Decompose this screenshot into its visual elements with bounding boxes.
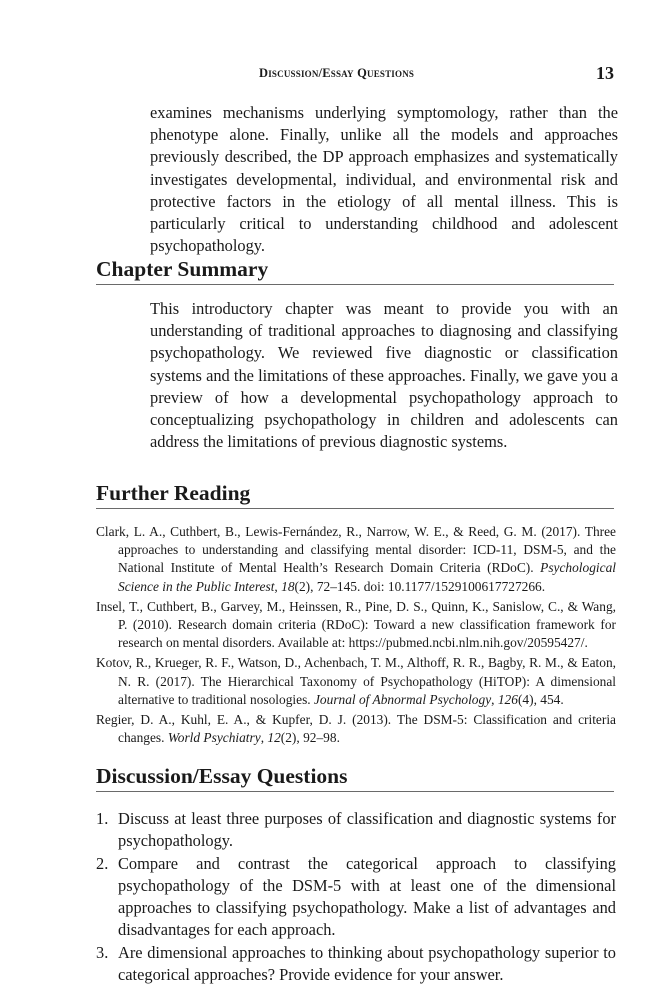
reference-text: Clark, L. A., Cuthbert, B., Lewis-Fernández, R., Narrow, W. E., & Reed, G. M. (2017). Three approaches to understanding and classifying mental disorder: ICD-11, DSM-5, and the National Institute of Mental Health’s Research Domain Criteria (RDoC).	[96, 524, 616, 576]
reference-text: Insel, T., Cuthbert, B., Garvey, M., Heinssen, R., Pine, D. S., Quinn, K., Sanislow, C., & Wang, P. (2010). Research domain criteria (RDoC): Toward a new classification framework for research on mental disorders. Available at: https://pubmed.ncbi.nlm.nih.gov/20595427/.	[96, 598, 616, 651]
question-text: Compare and contrast the categorical approach to classifying psychopathology of the DSM-5 with at least one of the dimensional approaches to classifying psychopathology. Make a list of advantages and disadvantages for each approach.	[118, 854, 616, 939]
running-title: Discussion/Essay Questions	[259, 66, 415, 80]
question-item	[96, 808, 616, 852]
reference-journal: Psychological Science in the Public Interest	[118, 560, 616, 594]
reference-volume: 126	[497, 691, 518, 707]
reference-journal: World Psychiatry	[167, 730, 261, 746]
reference-pages: (2), 92–98.	[280, 730, 340, 746]
reference-pages: (2), 72–145. doi: 10.1177/1529100617727266.	[294, 578, 546, 594]
discussion-heading: Discussion/Essay Questions	[96, 763, 614, 792]
reference-separator: ,	[260, 730, 268, 746]
reference-item	[96, 711, 616, 747]
question-number: 2.	[96, 854, 109, 873]
reference-separator: ,	[274, 578, 282, 594]
reference-list	[96, 523, 616, 749]
reference-item	[96, 654, 616, 709]
chapter-summary-text: This introductory chapter was meant to provide you with an understanding of traditional approaches to diagnosing and classifying psychopathology. We reviewed five diagnostic or classification systems and the limitations of these approaches. Finally, we gave you a preview of how a developmental psychopathology approach to conceptualizing psychopathology in children and adolescents can address the limitations of previous diagnostic systems.	[150, 299, 618, 452]
question-number: 1.	[96, 809, 109, 828]
reference-journal: Journal of Abnormal Psychology	[313, 691, 492, 707]
question-text: Discuss at least three purposes of classification and diagnostic systems for psychopathology.	[118, 809, 616, 850]
reference-pages: (4), 454.	[517, 691, 564, 707]
reference-volume: 18	[281, 578, 295, 594]
reference-item	[96, 523, 616, 596]
reference-item	[96, 598, 616, 653]
reference-volume: 12	[267, 730, 281, 746]
question-number: 3.	[96, 943, 109, 962]
question-list	[96, 808, 616, 987]
running-header	[0, 63, 666, 90]
chapter-summary-heading: Chapter Summary	[96, 256, 614, 285]
page-number: 13	[596, 63, 614, 83]
question-item	[96, 942, 616, 986]
question-item	[96, 853, 616, 941]
reference-text: Kotov, R., Krueger, R. F., Watson, D., Achenbach, T. M., Althoff, R. R., Bagby, R. M., & Eaton, N. R. (2017). The Hierarchical Taxonomy of Psychopathology (HiTOP): A dimensional alternative to traditional nosologies.	[96, 655, 616, 707]
reference-text: Regier, D. A., Kuhl, E. A., & Kupfer, D. J. (2013). The DSM-5: Classification and criteria changes.	[96, 712, 616, 746]
reference-separator: ,	[491, 691, 498, 707]
further-reading-heading: Further Reading	[96, 480, 614, 509]
question-text: Are dimensional approaches to thinking about psychopathology superior to categorical approaches? Provide evidence for your answer.	[118, 943, 616, 984]
intro-paragraph: examines mechanisms underlying symptomology, rather than the phenotype alone. Finally, unlike all the models and approaches previously described, the DP approach emphasizes and systematically investigates developmental, individual, and environmental risk and protective factors in the etiology of all mental illness. This is particularly critical to understanding childhood and adolescent psychopathology.	[150, 103, 618, 256]
